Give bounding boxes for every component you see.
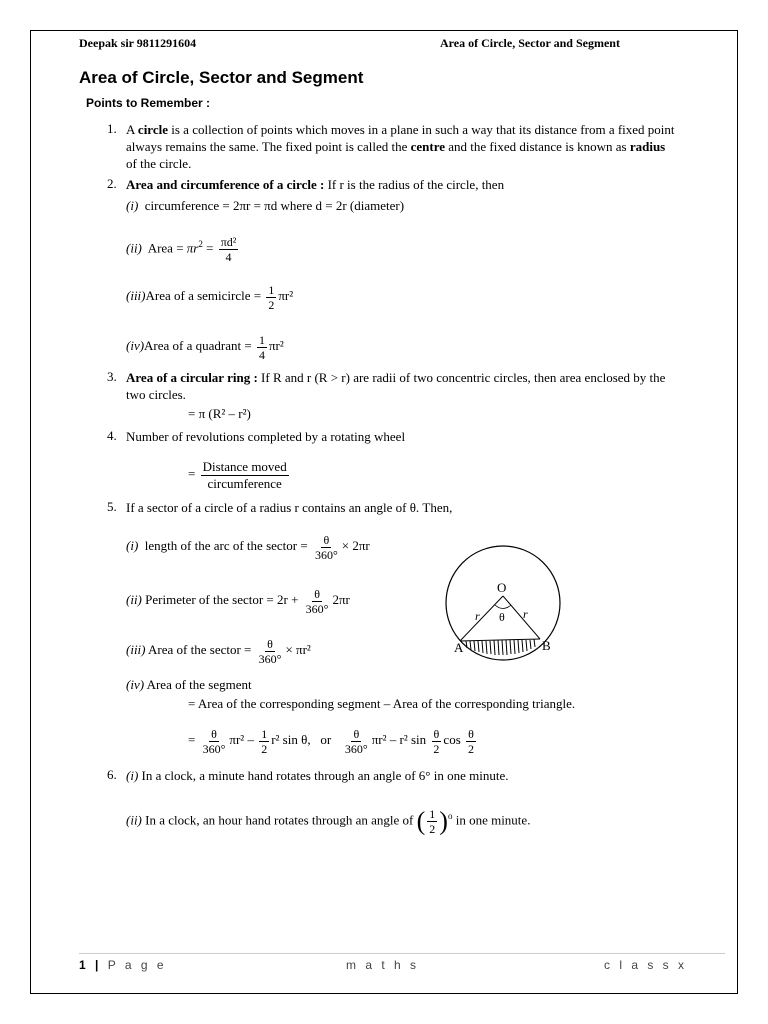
- label-a: A: [454, 640, 464, 655]
- sector-diagram: [440, 540, 580, 680]
- radius-ob: [503, 596, 540, 639]
- item-2-head: Area and circumference of a circle : If r is the radius of the circle, then: [126, 177, 505, 192]
- item-3-line2: two circles.: [126, 387, 186, 402]
- item-6-ii: (ii) In a clock, an hour hand rotates through an angle of ( $\frac{1}{2}$ )$^o$ in one minute.: [126, 806, 531, 836]
- item-3-formula: = π (R² – r²): [188, 406, 251, 421]
- item-6-number: 6.: [107, 767, 117, 782]
- item-5-iv: (iv) Area of the segment: [126, 677, 252, 692]
- subtitle: Points to Remember :: [86, 96, 211, 110]
- item-5-i: (i) length of the arc of the sector = $\frac{\theta}{360^\circ}$ × 2πr: [126, 532, 370, 562]
- item-4-formula: = $\frac{\text{Distance moved}}{\text{circumference}}$: [188, 458, 287, 491]
- item-5-iv-formula: = $\frac{\theta}{360^\circ}$ πr² – $\frac{1}{2}$ r² sin θ, or $\frac{\theta}{360^\circ}$ πr² – r² sin $\frac{\theta}{2}$ cos $\frac{\theta}{2}$: [188, 726, 475, 756]
- item-2-iv: (iv)Area of a quadrant = $\frac{1}{4}$ πr²: [126, 332, 284, 362]
- chord-ab: [460, 639, 540, 641]
- radius-oa: [460, 596, 503, 641]
- footer-subject: m a t h s: [346, 958, 420, 972]
- label-r-left: r: [475, 609, 480, 623]
- item-5-text: If a sector of a circle of a radius r contains an angle of θ. Then,: [126, 500, 453, 515]
- segment-hatching: [466, 639, 535, 655]
- item-5-ii: (ii) Perimeter of the sector = 2r + $\frac{\theta}{360^\circ}$ 2πr: [126, 586, 350, 616]
- item-1-number: 1.: [107, 121, 117, 136]
- item-2-number: 2.: [107, 176, 117, 191]
- page-title: Area of Circle, Sector and Segment: [79, 68, 364, 87]
- item-1-line1: A circle is a collection of points which moves in a plane in such a way that its distance from a fixed point: [126, 122, 675, 137]
- item-2-i: (i) circumference = 2πr = πd where d = 2r (diameter): [126, 198, 405, 213]
- item-4-text: Number of revolutions completed by a rotating wheel: [126, 429, 406, 444]
- label-b: B: [542, 638, 551, 653]
- item-5-iv-line2: = Area of the corresponding segment – Area of the corresponding triangle.: [188, 696, 576, 711]
- angle-arc: [495, 605, 511, 609]
- footer-rule: [79, 953, 725, 954]
- area-fraction: $\frac{\text{πd²}}{4}$: [220, 234, 237, 264]
- label-r-right: r: [523, 607, 528, 621]
- item-2-iii: (iii)Area of a semicircle = $\frac{1}{2}$ πr²: [126, 282, 294, 312]
- item-3-number: 3.: [107, 369, 117, 384]
- item-1-line2: always remains the same. The fixed point is called the centre and the fixed distance is known as radius: [126, 139, 666, 154]
- item-1-line3: of the circle.: [126, 156, 192, 171]
- item-4-number: 4.: [107, 428, 117, 443]
- item-2-ii: (ii) Area = $\pi r^2$ = $\frac{\text{πd²}}{4}$: [126, 234, 237, 264]
- item-5-number: 5.: [107, 499, 117, 514]
- label-theta: θ: [499, 610, 505, 624]
- label-o: O: [497, 580, 507, 595]
- item-3-line1: Area of a circular ring : If R and r (R > r) are radii of two concentric circles, then area enclosed by the: [126, 370, 666, 385]
- footer-class: c l a s s x: [604, 958, 688, 972]
- item-6-i: (i) In a clock, a minute hand rotates through an angle of 6° in one minute.: [126, 768, 509, 783]
- item-5-iii: (iii) Area of the sector = $\frac{\theta}{360^\circ}$ × πr²: [126, 636, 311, 666]
- footer-page: 1 | P a g e: [79, 958, 167, 972]
- header-right: Area of Circle, Sector and Segment: [440, 36, 620, 50]
- header-left: Deepak sir 9811291604: [79, 36, 197, 50]
